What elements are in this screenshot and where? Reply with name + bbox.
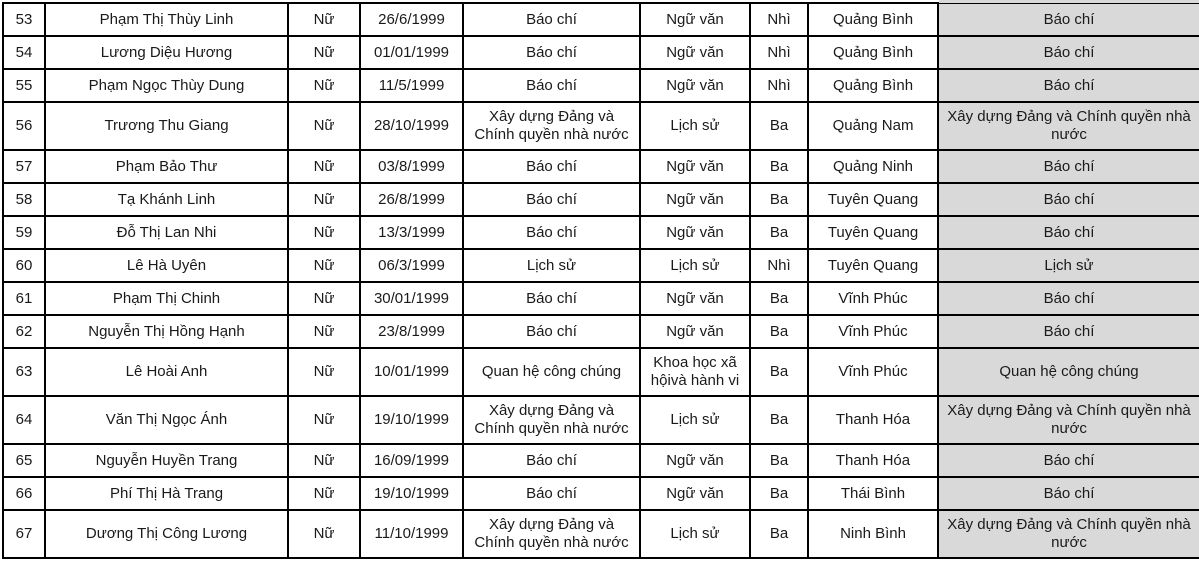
cell-name: Nguyễn Huyền Trang: [45, 444, 288, 477]
cell-name: Văn Thị Ngọc Ánh: [45, 396, 288, 444]
cell-stt: 66: [3, 477, 45, 510]
cell-major-confirm: Báo chí: [938, 282, 1199, 315]
cell-dob: 01/01/1999: [360, 36, 463, 69]
cell-subject: Ngữ văn: [640, 216, 750, 249]
cell-gender: Nữ: [288, 69, 360, 102]
cell-prize: Ba: [750, 216, 808, 249]
cell-province: Quảng Nam: [808, 102, 938, 150]
cell-prize: Ba: [750, 477, 808, 510]
table-row: [3, 36, 1199, 69]
cell-subject: Ngữ văn: [640, 3, 750, 36]
cell-subject: Ngữ văn: [640, 69, 750, 102]
cell-gender: Nữ: [288, 216, 360, 249]
cell-province: Quảng Bình: [808, 36, 938, 69]
cell-major-confirm: Báo chí: [938, 315, 1199, 348]
cell-major: Báo chí: [463, 183, 640, 216]
cell-dob: 11/10/1999: [360, 510, 463, 558]
cell-gender: Nữ: [288, 348, 360, 396]
cell-major: Lịch sử: [463, 249, 640, 282]
cell-dob: 03/8/1999: [360, 150, 463, 183]
cell-prize: Ba: [750, 183, 808, 216]
cell-gender: Nữ: [288, 3, 360, 36]
cell-dob: 19/10/1999: [360, 396, 463, 444]
cell-prize: Ba: [750, 396, 808, 444]
cell-name: Nguyễn Thị Hồng Hạnh: [45, 315, 288, 348]
cell-major: Báo chí: [463, 150, 640, 183]
cell-gender: Nữ: [288, 477, 360, 510]
table-row: [3, 102, 1199, 150]
cell-gender: Nữ: [288, 315, 360, 348]
table-row: [3, 183, 1199, 216]
cell-dob: 19/10/1999: [360, 477, 463, 510]
table-row: [3, 510, 1199, 558]
cell-subject: Ngữ văn: [640, 183, 750, 216]
cell-province: Vĩnh Phúc: [808, 348, 938, 396]
cell-province: Vĩnh Phúc: [808, 282, 938, 315]
cell-major: Quan hệ công chúng: [463, 348, 640, 396]
cell-stt: 60: [3, 249, 45, 282]
table-row: [3, 477, 1199, 510]
cell-gender: Nữ: [288, 150, 360, 183]
cell-prize: Nhì: [750, 69, 808, 102]
cell-stt: 59: [3, 216, 45, 249]
cell-province: Thanh Hóa: [808, 444, 938, 477]
cell-major-confirm: Xây dựng Đảng và Chính quyền nhà nước: [938, 396, 1199, 444]
cell-stt: 57: [3, 150, 45, 183]
table-row: [3, 315, 1199, 348]
cell-gender: Nữ: [288, 282, 360, 315]
cell-province: Ninh Bình: [808, 510, 938, 558]
cell-subject: Khoa học xã hộivà hành vi: [640, 348, 750, 396]
results-table: [2, 2, 1199, 559]
cell-major-confirm: Xây dựng Đảng và Chính quyền nhà nước: [938, 510, 1199, 558]
cell-province: Thái Bình: [808, 477, 938, 510]
cell-dob: 16/09/1999: [360, 444, 463, 477]
cell-stt: 61: [3, 282, 45, 315]
cell-major-confirm: Báo chí: [938, 183, 1199, 216]
cell-dob: 26/8/1999: [360, 183, 463, 216]
table-row: [3, 216, 1199, 249]
cell-prize: Nhì: [750, 3, 808, 36]
cell-major-confirm: Lịch sử: [938, 249, 1199, 282]
cell-stt: 56: [3, 102, 45, 150]
cell-dob: 30/01/1999: [360, 282, 463, 315]
table-row: [3, 69, 1199, 102]
cell-name: Phạm Ngọc Thùy Dung: [45, 69, 288, 102]
cell-province: Tuyên Quang: [808, 216, 938, 249]
cell-subject: Ngữ văn: [640, 282, 750, 315]
cell-name: Dương Thị Công Lương: [45, 510, 288, 558]
cell-prize: Ba: [750, 282, 808, 315]
cell-prize: Ba: [750, 510, 808, 558]
cell-prize: Ba: [750, 348, 808, 396]
cell-major-confirm: Báo chí: [938, 477, 1199, 510]
table-row: [3, 3, 1199, 36]
cell-province: Tuyên Quang: [808, 249, 938, 282]
cell-major: Báo chí: [463, 69, 640, 102]
cell-major-confirm: Báo chí: [938, 36, 1199, 69]
cell-dob: 11/5/1999: [360, 69, 463, 102]
cell-major-confirm: Báo chí: [938, 150, 1199, 183]
cell-name: Phạm Thị Thùy Linh: [45, 3, 288, 36]
cell-name: Phạm Bảo Thư: [45, 150, 288, 183]
cell-stt: 67: [3, 510, 45, 558]
cell-major-confirm: Báo chí: [938, 3, 1199, 36]
cell-stt: 54: [3, 36, 45, 69]
table-row: [3, 348, 1199, 396]
cell-stt: 64: [3, 396, 45, 444]
cell-major-confirm: Báo chí: [938, 444, 1199, 477]
cell-gender: Nữ: [288, 396, 360, 444]
cell-province: Tuyên Quang: [808, 183, 938, 216]
table-row: [3, 396, 1199, 444]
cell-major-confirm: Xây dựng Đảng và Chính quyền nhà nước: [938, 102, 1199, 150]
cell-subject: Ngữ văn: [640, 444, 750, 477]
cell-gender: Nữ: [288, 183, 360, 216]
cell-major: Báo chí: [463, 282, 640, 315]
cell-major-confirm: Báo chí: [938, 69, 1199, 102]
cell-major: Báo chí: [463, 216, 640, 249]
cell-subject: Lịch sử: [640, 102, 750, 150]
clipped-previous-row-highlight: [939, 0, 1199, 3]
cell-subject: Ngữ văn: [640, 477, 750, 510]
table-body: [3, 3, 1199, 558]
cell-major-confirm: Báo chí: [938, 216, 1199, 249]
cell-gender: Nữ: [288, 510, 360, 558]
cell-major: Xây dựng Đảng và Chính quyền nhà nước: [463, 396, 640, 444]
cell-subject: Ngữ văn: [640, 315, 750, 348]
table-row: [3, 282, 1199, 315]
cell-province: Thanh Hóa: [808, 396, 938, 444]
cell-dob: 06/3/1999: [360, 249, 463, 282]
cell-dob: 28/10/1999: [360, 102, 463, 150]
cell-name: Lương Diệu Hương: [45, 36, 288, 69]
cell-prize: Nhì: [750, 36, 808, 69]
cell-province: Quảng Bình: [808, 69, 938, 102]
cell-name: Đỗ Thị Lan Nhi: [45, 216, 288, 249]
cell-major-confirm: Quan hệ công chúng: [938, 348, 1199, 396]
cell-subject: Ngữ văn: [640, 150, 750, 183]
cell-major: Báo chí: [463, 315, 640, 348]
cell-gender: Nữ: [288, 102, 360, 150]
cell-name: Phạm Thị Chinh: [45, 282, 288, 315]
cell-prize: Ba: [750, 150, 808, 183]
table-row: [3, 150, 1199, 183]
cell-name: Tạ Khánh Linh: [45, 183, 288, 216]
cell-major: Xây dựng Đảng và Chính quyền nhà nước: [463, 510, 640, 558]
cell-major: Báo chí: [463, 3, 640, 36]
cell-stt: 58: [3, 183, 45, 216]
cell-name: Trương Thu Giang: [45, 102, 288, 150]
cell-name: Lê Hà Uyên: [45, 249, 288, 282]
cell-major: Xây dựng Đảng và Chính quyền nhà nước: [463, 102, 640, 150]
cell-subject: Lịch sử: [640, 249, 750, 282]
cell-name: Phí Thị Hà Trang: [45, 477, 288, 510]
cell-stt: 65: [3, 444, 45, 477]
cell-stt: 63: [3, 348, 45, 396]
table-row: [3, 249, 1199, 282]
cell-subject: Lịch sử: [640, 510, 750, 558]
cell-dob: 26/6/1999: [360, 3, 463, 36]
cell-prize: Ba: [750, 102, 808, 150]
cell-subject: Lịch sử: [640, 396, 750, 444]
cell-province: Quảng Bình: [808, 3, 938, 36]
cell-prize: Nhì: [750, 249, 808, 282]
cell-gender: Nữ: [288, 36, 360, 69]
cell-province: Quảng Ninh: [808, 150, 938, 183]
cell-prize: Ba: [750, 444, 808, 477]
table-row: [3, 444, 1199, 477]
cell-subject: Ngữ văn: [640, 36, 750, 69]
cell-gender: Nữ: [288, 249, 360, 282]
cell-dob: 13/3/1999: [360, 216, 463, 249]
cell-prize: Ba: [750, 315, 808, 348]
cell-name: Lê Hoài Anh: [45, 348, 288, 396]
cell-major: Báo chí: [463, 477, 640, 510]
cell-stt: 55: [3, 69, 45, 102]
cell-gender: Nữ: [288, 444, 360, 477]
cell-major: Báo chí: [463, 36, 640, 69]
cell-stt: 62: [3, 315, 45, 348]
cell-dob: 10/01/1999: [360, 348, 463, 396]
cell-major: Báo chí: [463, 444, 640, 477]
cell-stt: 53: [3, 3, 45, 36]
cell-dob: 23/8/1999: [360, 315, 463, 348]
cell-province: Vĩnh Phúc: [808, 315, 938, 348]
